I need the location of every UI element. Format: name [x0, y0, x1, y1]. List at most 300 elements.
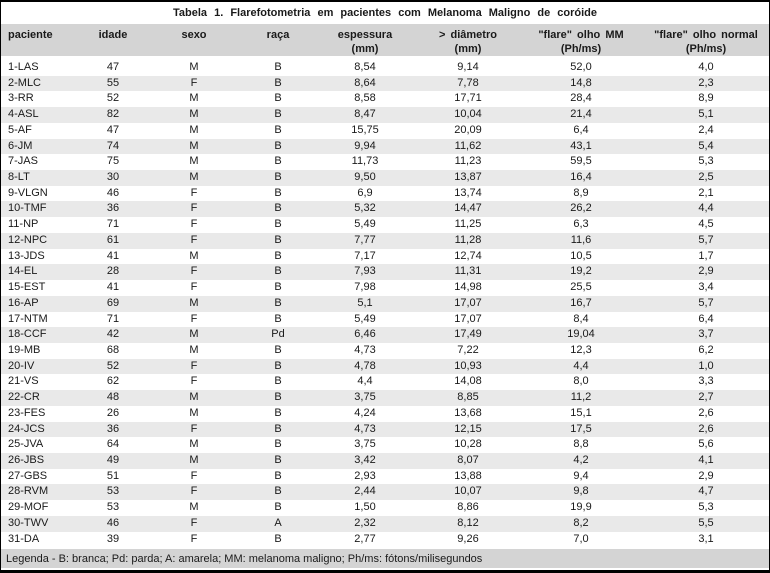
table-row: [1, 516, 769, 532]
cell-sexo: M: [189, 438, 199, 451]
cell-raca: B: [274, 108, 282, 121]
cell-maior-diametro-mm: 11,31: [454, 265, 482, 278]
cell-espessura-mm: 6,46: [354, 328, 376, 341]
cell-raca: B: [274, 76, 282, 89]
cell-flare-olho-normal: 2,4: [698, 123, 714, 136]
cell-espessura-mm: 9,50: [354, 171, 376, 184]
cell-maior-diametro-mm: 9,26: [457, 532, 479, 545]
cell-flare-olho-normal: 4,5: [698, 218, 714, 231]
cell-maior-diametro-mm: 13,74: [454, 186, 482, 199]
cell-raca: B: [274, 139, 282, 152]
table-legend: Legenda - B: branca; Pd: parda; A: amarela; MM: melanoma maligno; Ph/ms: fótons/milisegundos: [1, 547, 769, 568]
cell-raca: B: [274, 202, 282, 215]
cell-raca: B: [274, 155, 282, 168]
cell-flare-olho-normal: 3,4: [698, 281, 714, 294]
cell-idade: 39: [106, 532, 120, 545]
cell-flare-olho-normal: 1,0: [698, 359, 714, 372]
cell-espessura-mm: 8,64: [354, 76, 376, 89]
cell-sexo: F: [190, 359, 198, 372]
cell-raca: B: [274, 469, 282, 482]
cell-paciente: 8-LT: [8, 171, 30, 184]
cell-flare-olho-mm: 4,2: [573, 453, 589, 466]
column-label: raça: [266, 29, 290, 41]
cell-flare-olho-normal: 3,3: [698, 375, 714, 388]
cell-sexo: M: [189, 328, 199, 341]
cell-raca: B: [274, 233, 282, 246]
cell-raca: B: [274, 375, 282, 388]
cell-espessura-mm: 2,77: [354, 532, 376, 545]
cell-maior-diametro-mm: 10,04: [454, 108, 482, 121]
cell-flare-olho-normal: 6,4: [698, 312, 714, 325]
cell-idade: 68: [106, 343, 120, 356]
cell-flare-olho-mm: 9,8: [573, 485, 589, 498]
table-row: [1, 201, 769, 217]
cell-idade: 49: [106, 453, 120, 466]
cell-paciente: 13-JDS: [8, 249, 45, 262]
column-label: paciente: [8, 29, 53, 41]
cell-maior-diametro-mm: 10,93: [454, 359, 482, 372]
cell-espessura-mm: 3,75: [354, 438, 376, 451]
table-row: [1, 58, 769, 76]
cell-raca: B: [274, 92, 282, 105]
column-label: espessura: [337, 29, 393, 41]
cell-sexo: M: [189, 249, 199, 262]
cell-maior-diametro-mm: 17,07: [454, 312, 482, 325]
cell-sexo: F: [190, 469, 198, 482]
table-row: [1, 343, 769, 359]
column-header-maior-diametro: [417, 24, 519, 58]
cell-flare-olho-normal: 2,6: [698, 406, 714, 419]
table-row: [1, 217, 769, 233]
cell-flare-olho-mm: 16,7: [570, 296, 592, 309]
cell-paciente: 27-GBS: [8, 469, 48, 482]
cell-paciente: 18-CCF: [8, 328, 47, 341]
cell-maior-diametro-mm: 13,68: [454, 406, 482, 419]
cell-idade: 47: [106, 123, 120, 136]
cell-paciente: 3-RR: [8, 92, 34, 105]
cell-idade: 52: [106, 359, 120, 372]
cell-flare-olho-mm: 8,0: [573, 375, 589, 388]
cell-maior-diametro-mm: 7,22: [457, 343, 479, 356]
table-row: [1, 359, 769, 375]
cell-flare-olho-normal: 5,6: [698, 438, 714, 451]
cell-espessura-mm: 3,75: [354, 391, 376, 404]
cell-maior-diametro-mm: 14,08: [454, 375, 482, 388]
cell-sexo: M: [189, 501, 199, 514]
cell-idade: 55: [106, 76, 120, 89]
cell-sexo: F: [190, 485, 198, 498]
cell-flare-olho-normal: 4,0: [698, 61, 714, 73]
cell-raca: B: [274, 296, 282, 309]
cell-paciente: 31-DA: [8, 532, 40, 545]
cell-paciente: 6-JM: [8, 139, 33, 152]
cell-espessura-mm: 4,24: [354, 406, 376, 419]
cell-idade: 42: [106, 328, 120, 341]
table-row: [1, 123, 769, 139]
cell-maior-diametro-mm: 14,98: [454, 281, 482, 294]
table-row: [1, 327, 769, 343]
cell-raca: B: [274, 123, 282, 136]
cell-raca: B: [274, 218, 282, 231]
cell-sexo: M: [189, 61, 199, 73]
cell-maior-diametro-mm: 17,71: [454, 92, 482, 105]
cell-idade: 64: [106, 438, 120, 451]
cell-flare-olho-normal: 3,1: [698, 532, 714, 545]
cell-raca: B: [274, 453, 282, 466]
cell-paciente: 29-MOF: [8, 501, 49, 514]
cell-maior-diametro-mm: 10,28: [454, 438, 482, 451]
cell-espessura-mm: 8,58: [354, 92, 376, 105]
cell-idade: 62: [106, 375, 120, 388]
cell-sexo: M: [189, 171, 199, 184]
cell-flare-olho-mm: 19,04: [567, 328, 595, 341]
cell-sexo: M: [189, 155, 199, 168]
cell-flare-olho-normal: 2,7: [698, 391, 714, 404]
cell-paciente: 28-RVM: [8, 485, 49, 498]
flarefotometria-table: [1, 24, 769, 547]
cell-flare-olho-normal: 2,9: [698, 265, 714, 278]
cell-espessura-mm: 7,77: [354, 233, 376, 246]
cell-sexo: F: [190, 312, 198, 325]
cell-maior-diametro-mm: 17,07: [454, 296, 482, 309]
cell-maior-diametro-mm: 9,14: [457, 61, 479, 73]
cell-idade: 53: [106, 501, 120, 514]
cell-flare-olho-normal: 8,9: [698, 92, 714, 105]
cell-idade: 52: [106, 92, 120, 105]
column-sublabel: (Ph/ms): [560, 43, 602, 55]
cell-flare-olho-normal: 5,7: [698, 296, 714, 309]
cell-maior-diametro-mm: 14,47: [454, 202, 482, 215]
cell-espessura-mm: 4,73: [354, 422, 376, 435]
table-row: [1, 107, 769, 123]
cell-espessura-mm: 15,75: [351, 123, 379, 136]
cell-sexo: F: [190, 76, 198, 89]
cell-espessura-mm: 7,17: [354, 249, 376, 262]
column-header-raca: [243, 24, 313, 58]
cell-flare-olho-mm: 7,0: [573, 532, 589, 545]
cell-paciente: 9-VLGN: [8, 186, 48, 199]
cell-idade: 46: [106, 516, 120, 529]
cell-paciente: 15-EST: [8, 281, 46, 294]
cell-idade: 41: [106, 249, 120, 262]
cell-sexo: M: [189, 391, 199, 404]
cell-raca: B: [274, 312, 282, 325]
cell-flare-olho-mm: 11,2: [570, 391, 592, 404]
column-label: sexo: [181, 29, 207, 41]
cell-espessura-mm: 9,94: [354, 139, 376, 152]
table-row: [1, 469, 769, 485]
cell-espessura-mm: 7,98: [354, 281, 376, 294]
cell-sexo: M: [189, 108, 199, 121]
cell-flare-olho-mm: 8,8: [573, 438, 589, 451]
cell-maior-diametro-mm: 7,78: [457, 76, 479, 89]
table-row: [1, 186, 769, 202]
cell-paciente: 16-AP: [8, 296, 39, 309]
column-header-flare-olho-normal: [643, 24, 769, 58]
cell-flare-olho-normal: 2,1: [698, 186, 714, 199]
cell-flare-olho-mm: 8,2: [573, 516, 589, 529]
cell-maior-diametro-mm: 10,07: [454, 485, 482, 498]
cell-sexo: F: [190, 422, 198, 435]
cell-flare-olho-mm: 9,4: [573, 469, 589, 482]
table-row: [1, 264, 769, 280]
cell-flare-olho-normal: 2,3: [698, 76, 714, 89]
table-row: [1, 296, 769, 312]
cell-maior-diametro-mm: 11,28: [454, 233, 482, 246]
header-row: [1, 24, 769, 58]
cell-raca: B: [274, 391, 282, 404]
cell-espessura-mm: 8,54: [354, 61, 376, 73]
column-label: "flare" olho MM: [538, 29, 624, 41]
cell-idade: 48: [106, 391, 120, 404]
table-row: [1, 280, 769, 296]
cell-sexo: M: [189, 343, 199, 356]
cell-flare-olho-mm: 28,4: [570, 92, 592, 105]
cell-paciente: 2-MLC: [8, 76, 42, 89]
cell-raca: B: [274, 343, 282, 356]
cell-paciente: 10-TMF: [8, 202, 47, 215]
cell-idade: 41: [106, 281, 120, 294]
cell-espessura-mm: 11,73: [351, 155, 379, 168]
cell-flare-olho-mm: 8,4: [573, 312, 589, 325]
column-header-flare-olho-mm: [519, 24, 643, 58]
cell-maior-diametro-mm: 11,23: [454, 155, 482, 168]
cell-flare-olho-mm: 16,4: [570, 171, 592, 184]
cell-flare-olho-mm: 19,2: [570, 265, 592, 278]
cell-raca: B: [274, 186, 282, 199]
cell-paciente: 1-LAS: [8, 61, 39, 73]
cell-idade: 30: [106, 171, 120, 184]
cell-raca: B: [274, 61, 282, 73]
cell-flare-olho-normal: 5,4: [698, 139, 714, 152]
cell-flare-olho-mm: 15,1: [570, 406, 592, 419]
cell-flare-olho-mm: 52,0: [570, 61, 592, 73]
table-header: [1, 24, 769, 58]
table-row: [1, 453, 769, 469]
cell-maior-diametro-mm: 20,09: [454, 123, 482, 136]
cell-raca: B: [274, 501, 282, 514]
cell-raca: A: [274, 516, 282, 529]
table-row: [1, 500, 769, 516]
cell-paciente: 4-ASL: [8, 108, 39, 121]
cell-sexo: F: [190, 202, 198, 215]
table-row: [1, 422, 769, 438]
cell-raca: B: [274, 265, 282, 278]
cell-espessura-mm: 4,73: [354, 343, 376, 356]
table-row: [1, 154, 769, 170]
table-row: [1, 484, 769, 500]
cell-idade: 36: [106, 202, 120, 215]
cell-sexo: F: [190, 218, 198, 231]
cell-flare-olho-mm: 25,5: [570, 281, 592, 294]
cell-flare-olho-mm: 14,8: [570, 76, 592, 89]
cell-flare-olho-mm: 17,5: [570, 422, 592, 435]
cell-sexo: F: [190, 281, 198, 294]
column-header-espessura: [313, 24, 417, 58]
cell-flare-olho-mm: 59,5: [570, 155, 592, 168]
cell-paciente: 22-CR: [8, 391, 40, 404]
cell-flare-olho-normal: 4,4: [698, 202, 714, 215]
cell-flare-olho-normal: 1,7: [698, 249, 714, 262]
cell-paciente: 11-NP: [8, 218, 39, 231]
cell-maior-diametro-mm: 8,12: [457, 516, 479, 529]
cell-raca: B: [274, 281, 282, 294]
cell-maior-diametro-mm: 8,85: [457, 391, 479, 404]
column-label: > diâmetro: [439, 29, 497, 41]
cell-espessura-mm: 2,32: [354, 516, 376, 529]
cell-idade: 47: [106, 61, 120, 73]
cell-idade: 69: [106, 296, 120, 309]
table-row: [1, 233, 769, 249]
cell-idade: 82: [106, 108, 120, 121]
cell-paciente: 14-EL: [8, 265, 38, 278]
table-row: [1, 406, 769, 422]
table-row: [1, 390, 769, 406]
table-row: [1, 374, 769, 390]
table-title: Tabela 1. Flarefotometria em pacientes com Melanoma Maligno de coróide: [1, 2, 769, 24]
cell-maior-diametro-mm: 12,74: [454, 249, 482, 262]
cell-sexo: F: [190, 265, 198, 278]
cell-flare-olho-normal: 5,3: [698, 155, 714, 168]
cell-maior-diametro-mm: 13,88: [454, 469, 482, 482]
cell-espessura-mm: 4,78: [354, 359, 376, 372]
cell-flare-olho-mm: 8,9: [573, 186, 589, 199]
cell-idade: 26: [106, 406, 120, 419]
table-row: [1, 437, 769, 453]
cell-sexo: M: [189, 406, 199, 419]
cell-flare-olho-normal: 4,7: [698, 485, 714, 498]
cell-espessura-mm: 2,93: [354, 469, 376, 482]
column-header-sexo: [145, 24, 243, 58]
cell-idade: 75: [106, 155, 120, 168]
table-row: [1, 170, 769, 186]
cell-idade: 36: [106, 422, 120, 435]
column-header-idade: [81, 24, 145, 58]
cell-raca: B: [274, 171, 282, 184]
cell-paciente: 23-FES: [8, 406, 46, 419]
cell-sexo: F: [190, 516, 198, 529]
column-label: "flare" olho normal: [654, 29, 758, 41]
cell-flare-olho-mm: 10,5: [570, 249, 592, 262]
cell-flare-olho-normal: 2,9: [698, 469, 714, 482]
cell-paciente: 24-JCS: [8, 422, 45, 435]
cell-flare-olho-normal: 3,7: [698, 328, 714, 341]
cell-idade: 53: [106, 485, 120, 498]
cell-flare-olho-mm: 12,3: [570, 343, 592, 356]
cell-flare-olho-normal: 6,2: [698, 343, 714, 356]
cell-flare-olho-normal: 5,5: [698, 516, 714, 529]
cell-espessura-mm: 5,1: [357, 296, 373, 309]
cell-raca: B: [274, 249, 282, 262]
cell-flare-olho-mm: 19,9: [570, 501, 592, 514]
column-header-paciente: [1, 24, 81, 58]
cell-maior-diametro-mm: 12,15: [454, 422, 482, 435]
cell-flare-olho-mm: 6,4: [573, 123, 589, 136]
cell-paciente: 12-NPC: [8, 233, 48, 246]
cell-flare-olho-mm: 6,3: [573, 218, 589, 231]
cell-idade: 28: [106, 265, 120, 278]
cell-raca: B: [274, 532, 282, 545]
cell-raca: B: [274, 438, 282, 451]
table-body: [1, 58, 769, 547]
cell-flare-olho-normal: 4,1: [698, 453, 714, 466]
table-row: [1, 532, 769, 548]
cell-espessura-mm: 1,50: [354, 501, 376, 514]
cell-espessura-mm: 5,32: [354, 202, 376, 215]
cell-flare-olho-mm: 11,6: [570, 233, 592, 246]
column-sublabel: (Ph/ms): [685, 43, 727, 55]
cell-sexo: F: [190, 375, 198, 388]
cell-paciente: 17-NTM: [8, 312, 48, 325]
cell-raca: B: [274, 406, 282, 419]
cell-paciente: 20-IV: [8, 359, 35, 372]
cell-espessura-mm: 3,42: [354, 453, 376, 466]
table-row: [1, 249, 769, 265]
table-row: [1, 139, 769, 155]
cell-flare-olho-normal: 2,6: [698, 422, 714, 435]
cell-idade: 61: [106, 233, 120, 246]
cell-sexo: F: [190, 532, 198, 545]
cell-maior-diametro-mm: 8,07: [457, 453, 479, 466]
cell-flare-olho-normal: 5,3: [698, 501, 714, 514]
cell-espessura-mm: 6,9: [357, 186, 373, 199]
cell-idade: 46: [106, 186, 120, 199]
column-sublabel: (mm): [351, 43, 379, 55]
cell-maior-diametro-mm: 8,86: [457, 501, 479, 514]
table-row: [1, 91, 769, 107]
cell-sexo: F: [190, 186, 198, 199]
cell-espessura-mm: 5,49: [354, 218, 376, 231]
cell-espessura-mm: 7,93: [354, 265, 376, 278]
cell-sexo: M: [189, 139, 199, 152]
cell-espessura-mm: 2,44: [354, 485, 376, 498]
cell-maior-diametro-mm: 11,62: [454, 139, 482, 152]
cell-flare-olho-normal: 2,5: [698, 171, 714, 184]
cell-paciente: 19-MB: [8, 343, 41, 356]
cell-flare-olho-mm: 43,1: [570, 139, 592, 152]
cell-sexo: F: [190, 233, 198, 246]
cell-paciente: 21-VS: [8, 375, 39, 388]
cell-espessura-mm: 8,47: [354, 108, 376, 121]
cell-maior-diametro-mm: 11,25: [454, 218, 482, 231]
cell-espessura-mm: 5,49: [354, 312, 376, 325]
column-label: idade: [98, 29, 128, 41]
cell-paciente: 5-AF: [8, 123, 32, 136]
cell-flare-olho-normal: 5,7: [698, 233, 714, 246]
cell-maior-diametro-mm: 13,87: [454, 171, 482, 184]
cell-idade: 74: [106, 139, 120, 152]
cell-paciente: 30-TWV: [8, 516, 49, 529]
cell-raca: Pd: [271, 328, 285, 341]
cell-sexo: M: [189, 453, 199, 466]
cell-paciente: 25-JVA: [8, 438, 44, 451]
table-row: [1, 76, 769, 92]
cell-sexo: M: [189, 296, 199, 309]
cell-sexo: M: [189, 92, 199, 105]
cell-raca: B: [274, 422, 282, 435]
cell-idade: 71: [106, 312, 120, 325]
cell-sexo: M: [189, 123, 199, 136]
cell-raca: B: [274, 485, 282, 498]
cell-espessura-mm: 4,4: [357, 375, 373, 388]
cell-maior-diametro-mm: 17,49: [454, 328, 482, 341]
cell-flare-olho-normal: 5,1: [698, 108, 714, 121]
cell-flare-olho-mm: 26,2: [570, 202, 592, 215]
cell-paciente: 26-JBS: [8, 453, 45, 466]
cell-flare-olho-mm: 21,4: [570, 108, 592, 121]
cell-idade: 51: [106, 469, 120, 482]
cell-flare-olho-mm: 4,4: [573, 359, 589, 372]
